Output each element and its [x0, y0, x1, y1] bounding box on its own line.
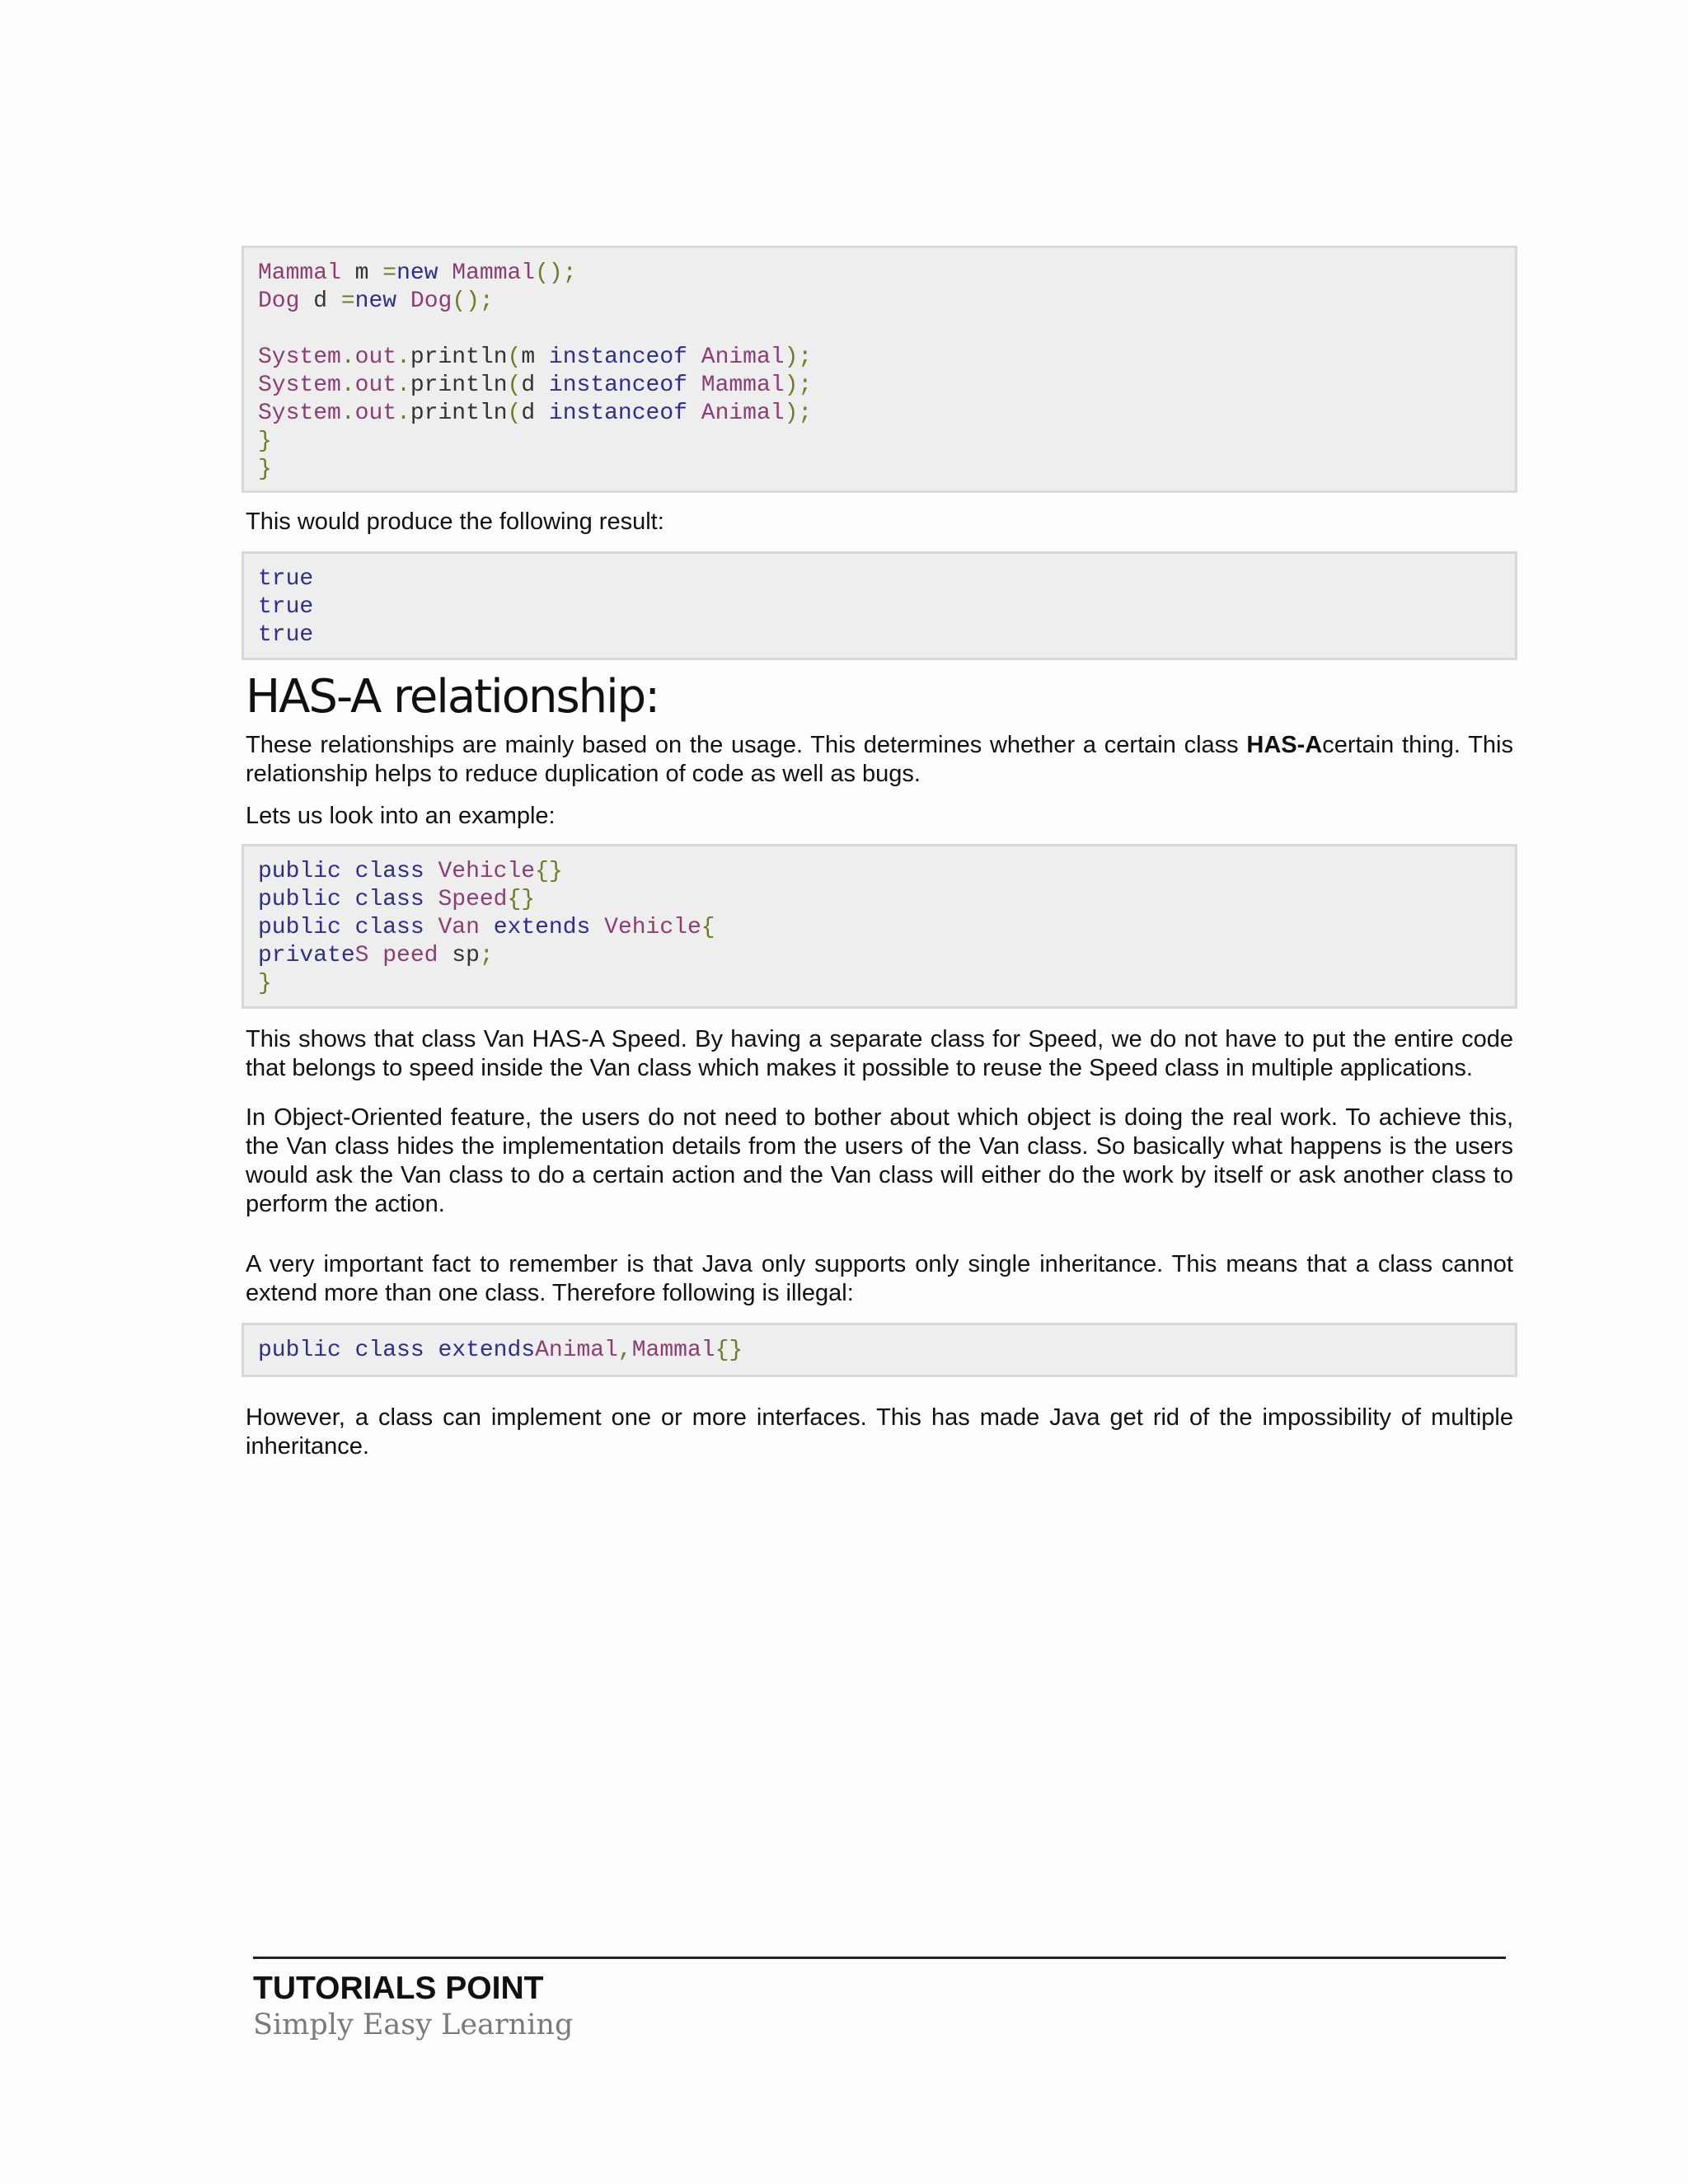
code-token: ,	[617, 1338, 632, 1363]
code-token: true	[258, 594, 314, 620]
code-token: Mammal	[258, 260, 341, 286]
code-line	[258, 316, 1501, 344]
code-line	[258, 914, 1501, 942]
code-line	[258, 621, 1501, 649]
code-token: Mammal	[631, 1338, 715, 1363]
code-token: public	[258, 1338, 341, 1363]
code-token: }	[258, 429, 272, 454]
emphasis-text: HAS-A	[1246, 732, 1323, 758]
footer-rule	[253, 1957, 1506, 1959]
code-line	[258, 858, 1501, 886]
code-token: (	[507, 344, 522, 370]
code-token: );	[784, 401, 813, 426]
code-output-block	[241, 551, 1517, 660]
code-token	[368, 943, 382, 968]
code-line	[258, 260, 1501, 288]
paragraph-text: These relationships are mainly based on the usage. This determines whether a certain class	[246, 732, 1247, 758]
code-token	[687, 373, 701, 398]
code-token	[341, 887, 355, 912]
code-block	[241, 844, 1517, 1009]
code-token: println	[410, 401, 508, 426]
code-token: instanceof	[548, 373, 687, 398]
code-token: .	[340, 344, 355, 370]
code-token: );	[784, 344, 813, 370]
code-token: Mammal	[701, 373, 785, 398]
code-token	[687, 344, 701, 370]
code-token: extends	[438, 1338, 536, 1363]
code-token: .	[340, 401, 355, 426]
code-token: }	[258, 971, 272, 996]
paragraph: However, a class can implement one or more interfaces. This has made Java get rid of the impossibility of multiple inheritance.	[246, 1404, 1513, 1460]
code-token	[590, 915, 604, 940]
code-token: Vehicle	[438, 859, 536, 884]
code-token: .	[340, 373, 355, 398]
code-block	[241, 246, 1517, 493]
code-token: Dog	[410, 288, 452, 314]
code-token: Speed	[438, 887, 508, 912]
code-token: }	[258, 457, 272, 482]
footer-tagline: Simply Easy Learning	[253, 2008, 574, 2041]
code-token: new	[396, 260, 438, 286]
code-token: d	[299, 288, 341, 314]
code-token: class	[354, 1338, 424, 1363]
code-token: {}	[715, 1338, 743, 1363]
code-token: true	[258, 566, 314, 592]
code-token	[341, 859, 355, 884]
result-intro-text: This would produce the following result:	[246, 509, 664, 535]
code-token	[480, 915, 494, 940]
code-line	[258, 428, 1501, 456]
code-token: Vehicle	[604, 915, 701, 940]
code-token	[341, 1338, 355, 1363]
code-token: public	[258, 915, 341, 940]
code-token: .	[396, 373, 410, 398]
code-line	[258, 942, 1501, 970]
code-token: {}	[507, 887, 536, 912]
code-token: out	[354, 373, 397, 398]
code-token: class	[354, 915, 424, 940]
code-token	[438, 260, 452, 286]
code-token: class	[354, 859, 424, 884]
paragraph-text: certain thing. This relationship helps to reduce duplication of code as well as bugs.	[246, 732, 1513, 787]
code-token: (	[507, 401, 522, 426]
code-token: private	[258, 943, 355, 968]
code-token: out	[354, 344, 397, 370]
code-token: );	[784, 373, 813, 398]
code-token	[396, 288, 410, 314]
code-line	[258, 593, 1501, 621]
code-token: d	[521, 401, 549, 426]
code-token: public	[258, 859, 341, 884]
code-token: System	[258, 344, 341, 370]
code-token: ();	[535, 260, 577, 286]
code-token: out	[354, 401, 397, 426]
code-token: (	[507, 373, 522, 398]
code-block	[241, 1323, 1517, 1377]
code-token	[424, 915, 438, 940]
code-token: Dog	[258, 288, 300, 314]
code-line	[258, 886, 1501, 914]
code-token: true	[258, 622, 314, 648]
code-token: public	[258, 887, 341, 912]
code-token: class	[354, 887, 424, 912]
code-token: Van	[438, 915, 480, 940]
code-token: .	[396, 344, 410, 370]
code-line	[258, 970, 1501, 998]
paragraph: This shows that class Van HAS-A Speed. By having a separate class for Speed, we do not have to put the entire code that belongs to speed inside the Van class which makes it possible to reuse the Speed class in multiple applications.	[246, 1026, 1513, 1081]
code-token: {	[701, 915, 715, 940]
code-token: Animal	[535, 1338, 618, 1363]
code-line	[258, 400, 1501, 428]
code-token: sp	[438, 943, 480, 968]
code-token	[687, 401, 701, 426]
code-token: System	[258, 401, 341, 426]
code-token: d	[521, 373, 549, 398]
code-token: extends	[493, 915, 591, 940]
code-token: ;	[479, 943, 494, 968]
code-token	[341, 915, 355, 940]
footer-brand: TUTORIALS POINT	[253, 1971, 544, 2006]
code-token: =	[382, 260, 397, 286]
paragraph: Lets us look into an example:	[246, 803, 556, 829]
paragraph	[241, 731, 1517, 789]
code-token: S	[354, 943, 369, 968]
code-line	[258, 456, 1501, 484]
code-token: System	[258, 373, 341, 398]
paragraph: A very important fact to remember is that Java only supports only single inheritance. This means that a class cannot extend more than one class. Therefore following is illegal:	[246, 1251, 1513, 1306]
code-token: ();	[452, 288, 494, 314]
code-token: m	[521, 344, 549, 370]
page-content	[241, 246, 1517, 1461]
page-footer	[253, 1957, 1506, 2043]
section-heading: HAS-A relationship:	[246, 670, 659, 724]
code-token: =	[340, 288, 355, 314]
code-token: .	[396, 401, 410, 426]
code-token: peed	[382, 943, 438, 968]
code-token	[424, 859, 438, 884]
code-token: Animal	[701, 344, 785, 370]
code-token	[424, 1338, 438, 1363]
code-token: instanceof	[548, 344, 687, 370]
code-token: new	[354, 288, 397, 314]
code-line	[258, 344, 1501, 372]
code-token: {}	[535, 859, 563, 884]
paragraph: In Object-Oriented feature, the users do not need to bother about which object is doing the real work. To achieve this, the Van class hides the implementation details from the users of the Van class. So basically what happens is the users would ask the Van class to do a certain action and the Van class will either do the work by itself or ask another class to perform the action.	[246, 1104, 1513, 1217]
code-token	[424, 887, 438, 912]
code-token: println	[410, 373, 508, 398]
code-line	[258, 288, 1501, 316]
code-line	[258, 372, 1501, 400]
code-token: instanceof	[548, 401, 687, 426]
code-token: Animal	[701, 401, 785, 426]
code-token: println	[410, 344, 508, 370]
code-line	[258, 565, 1501, 593]
code-line	[258, 1337, 1501, 1365]
code-token: m	[340, 260, 383, 286]
code-token: Mammal	[452, 260, 536, 286]
